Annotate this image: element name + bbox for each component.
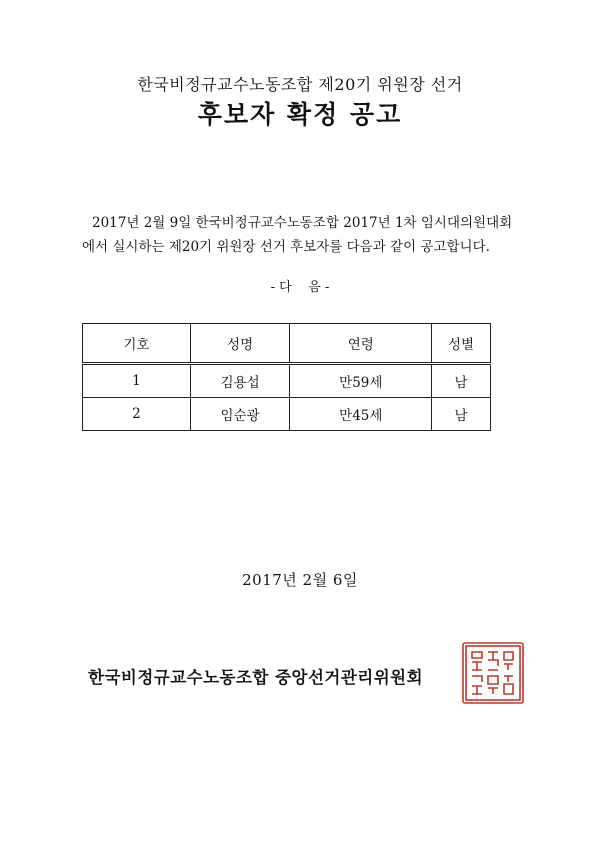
cell-gender: 남 (432, 364, 491, 398)
header-name: 성명 (190, 324, 290, 364)
candidate-table (82, 323, 491, 431)
header-gender: 성별 (432, 324, 491, 364)
table-row (83, 364, 491, 398)
header-age: 연령 (290, 324, 432, 364)
table-header-row (83, 324, 491, 364)
cell-name: 김용섭 (190, 364, 290, 398)
announcement-line-1: 2017년 2월 9일 한국비정규교수노동조합 2017년 1차 임시대의원대회 (92, 215, 513, 231)
document-title: 후보자 확정 공고 (197, 100, 403, 129)
cell-age: 만45세 (290, 398, 432, 431)
cell-number: 2 (83, 398, 191, 431)
cell-age: 만59세 (290, 364, 432, 398)
announcement-date: 2017년 2월 6일 (242, 571, 358, 589)
table-row (83, 398, 491, 431)
cell-number: 1 (83, 364, 191, 398)
cell-name: 임순광 (190, 398, 290, 431)
issuing-organization: 한국비정규교수노동조합 중앙선거관리위원회 (88, 668, 424, 687)
document-subtitle: 한국비정규교수노동조합 제20기 위원장 선거 (137, 75, 463, 94)
header-number: 기호 (83, 324, 191, 364)
official-seal-icon (460, 640, 526, 706)
section-marker: - 다 음 - (270, 280, 330, 295)
announcement-line-2: 에서 실시하는 제20기 위원장 선거 후보자를 다음과 같이 공고합니다. (82, 239, 490, 255)
cell-gender: 남 (432, 398, 491, 431)
